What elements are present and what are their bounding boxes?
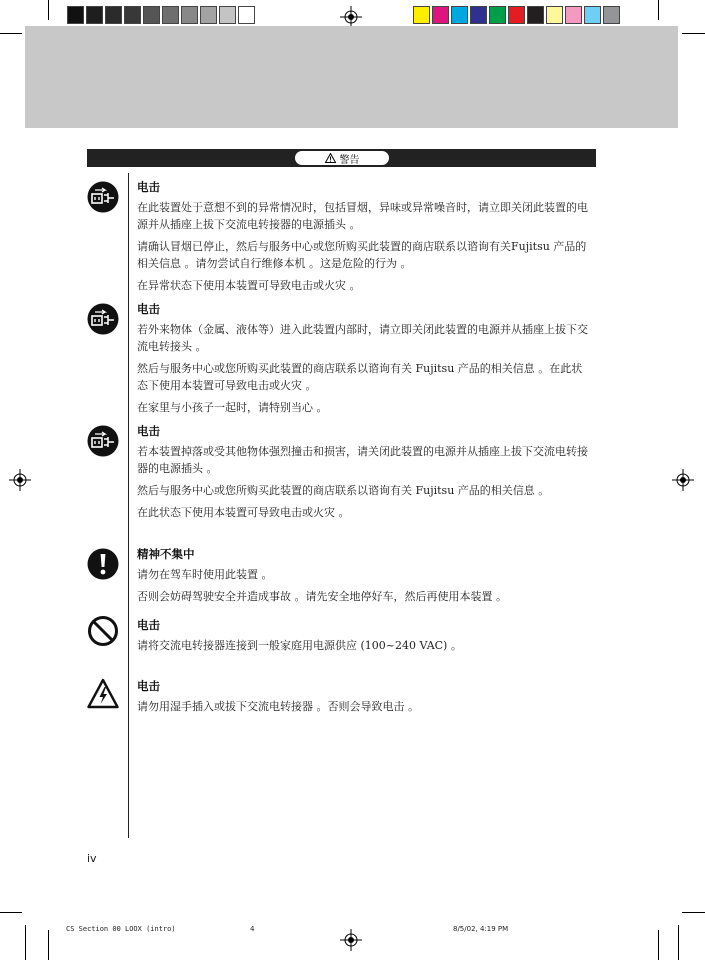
crop-mark — [658, 930, 659, 960]
color-swatch — [470, 6, 487, 24]
color-swatch — [489, 6, 506, 24]
warning-label-pill — [295, 151, 389, 165]
warning-triangle-icon — [325, 153, 336, 163]
exclamation-icon — [87, 548, 119, 580]
section-paragraph: 请勿用湿手插入或拔下交流电转接器 。否则会导致电击 。 — [137, 700, 419, 713]
warning-label: 警告 — [339, 154, 360, 166]
warning-section — [137, 301, 592, 421]
warning-section — [137, 423, 592, 526]
section-title: 电击 — [137, 180, 160, 194]
section-title: 电击 — [137, 424, 160, 438]
crop-mark — [682, 912, 705, 913]
section-paragraph: 若本装置掉落或受其他物体强烈撞击和损害，请关闭此装置的电源并从插座上拔下交流电转接器的电源插头 。 — [137, 445, 588, 475]
section-paragraph: 然后与服务中心或您所购买此装置的商店联系以谘询有关 Fujitsu 产品的相关信息 。在此状态下使用本装置可导致电击或火灾 。 — [137, 362, 583, 392]
section-paragraph: 在此装置处于意想不到的异常情况时，包括冒烟，异味或异常噪音时，请立即关闭此装置的电源并从插座上拔下交流电转接器的电源插头 。 — [137, 201, 588, 231]
section-title: 精神不集中 — [137, 547, 195, 561]
registration-mark-icon — [340, 6, 362, 28]
warning-section — [137, 546, 592, 610]
color-swatch — [105, 6, 122, 24]
warning-section — [137, 678, 592, 720]
section-paragraph: 在家里与小孩子一起时，请特别当心 。 — [137, 401, 328, 414]
color-swatch — [451, 6, 468, 24]
section-paragraph: 在异常状态下使用本装置可导致电击或火灾 。 — [137, 279, 361, 292]
color-swatch — [238, 6, 255, 24]
slug-filename: CS Section 00 LOOX (intro) — [66, 925, 176, 933]
color-swatch — [584, 6, 601, 24]
section-paragraph: 请勿在驾车时使用此装置 。 — [137, 568, 273, 581]
color-swatch — [162, 6, 179, 24]
section-paragraph: 请确认冒烟已停止，然后与服务中心或您所购买此装置的商店联系以谘询有关Fujitsu 产品的相关信息 。请勿尝试自行维修本机 。这是危险的行为 。 — [137, 240, 587, 270]
color-swatch — [546, 6, 563, 24]
color-calibration-bar — [413, 6, 622, 24]
color-swatch — [565, 6, 582, 24]
registration-mark-icon — [9, 469, 31, 491]
registration-mark-icon — [340, 929, 362, 951]
color-swatch — [200, 6, 217, 24]
section-title: 电击 — [137, 618, 160, 632]
color-swatch — [124, 6, 141, 24]
color-swatch — [508, 6, 525, 24]
section-paragraph: 然后与服务中心或您所购买此装置的商店联系以谘询有关 Fujitsu 产品的相关信息 。 — [137, 484, 550, 497]
crop-mark — [0, 33, 22, 34]
slug-page: 4 — [250, 925, 255, 933]
page-number: iv — [87, 852, 97, 865]
prohibited-icon — [87, 615, 119, 647]
section-paragraph: 若外来物体（金属、液体等）进入此装置内部时，请立即关闭此装置的电源并从插座上拔下交流电转接头 。 — [137, 323, 588, 353]
column-divider — [128, 173, 129, 838]
crop-mark — [658, 0, 659, 20]
gray-calibration-bar — [67, 6, 257, 24]
color-swatch — [67, 6, 84, 24]
crop-mark — [48, 0, 49, 20]
color-swatch — [603, 6, 620, 24]
slug-date: 8/5/02, 4:19 PM — [453, 925, 509, 933]
color-swatch — [143, 6, 160, 24]
section-paragraph: 否则会妨碍驾驶安全并造成事故 。请先安全地停好车，然后再使用本装置 。 — [137, 590, 507, 603]
unplug-icon — [87, 181, 119, 213]
electric-shock-warning-icon — [87, 678, 119, 710]
crop-mark — [678, 925, 679, 960]
warning-section — [137, 179, 592, 299]
section-title: 电击 — [137, 679, 160, 693]
color-swatch — [527, 6, 544, 24]
crop-mark — [48, 930, 49, 960]
crop-mark — [25, 925, 26, 960]
color-swatch — [413, 6, 430, 24]
crop-mark — [0, 912, 22, 913]
section-title: 电击 — [137, 302, 160, 316]
warning-section — [137, 617, 592, 659]
crop-mark — [682, 33, 705, 34]
header-band — [25, 26, 678, 128]
unplug-icon — [87, 303, 119, 335]
color-swatch — [86, 6, 103, 24]
color-swatch — [181, 6, 198, 24]
color-swatch — [219, 6, 236, 24]
section-paragraph: 请将交流电转接器连接到一般家庭用电源供应 (100~240 VAC) 。 — [137, 639, 462, 652]
unplug-icon — [87, 425, 119, 457]
color-swatch — [432, 6, 449, 24]
registration-mark-icon — [672, 469, 694, 491]
section-paragraph: 在此状态下使用本装置可导致电击或火灾 。 — [137, 506, 350, 519]
